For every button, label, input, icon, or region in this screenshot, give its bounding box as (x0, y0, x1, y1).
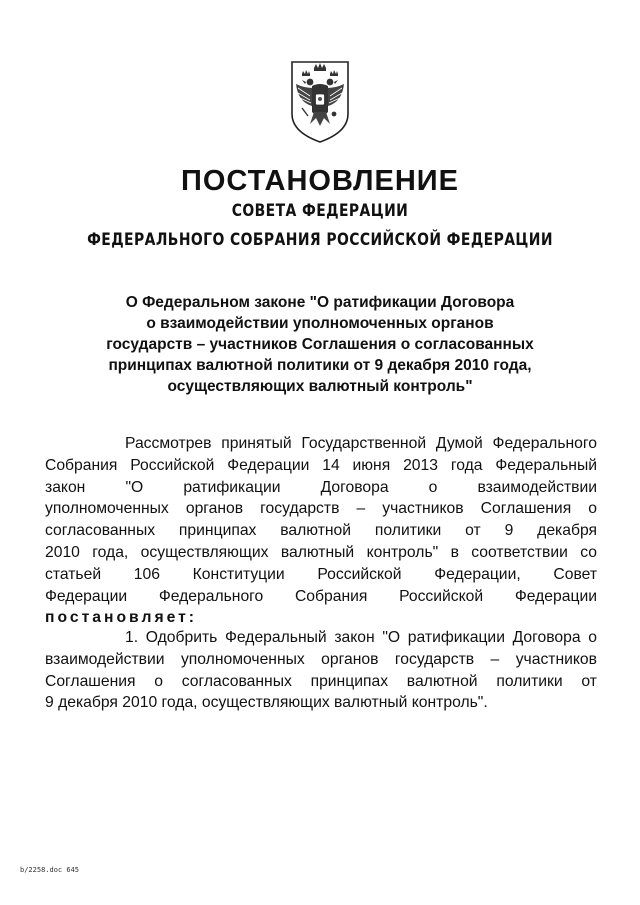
subject-line: осуществляющих валютный контроль" (167, 378, 473, 395)
paragraph-line: 2010 года, осуществляющих валютный контроль" в соответствии со (45, 543, 597, 561)
resolves-line (45, 607, 597, 629)
subject-line: о взаимодействии уполномоченных органов (146, 315, 494, 332)
issuer-line-1: СОВЕТА ФЕДЕРАЦИИ (231, 201, 409, 221)
preamble-paragraph (45, 433, 597, 629)
paragraph-line: уполномоченных органов государств – участников Соглашения о (45, 500, 597, 518)
resolution-item-1 (45, 627, 597, 714)
paragraph-line: Федерации Федерального Собрания Российской Федерации (45, 587, 597, 605)
paragraph-line: 9 декабря 2010 года, осуществляющих валютный контроль". (45, 694, 488, 712)
document-subject (80, 292, 560, 397)
subject-line: государств – участников Соглашения о согласованных (106, 336, 534, 353)
paragraph-line: Соглашения о согласованных принципах валютной политики от (45, 672, 597, 690)
resolves-word: постановляет: (45, 609, 198, 627)
paragraph-line: взаимодействии уполномоченных органов государств – участников (45, 650, 597, 668)
subject-line: О Федеральном законе "О ратификации Договора (125, 294, 515, 311)
document-title: ПОСТАНОВЛЕНИЕ (181, 165, 459, 197)
paragraph-line: 1. Одобрить Федеральный закон "О ратификации Договора о (125, 629, 597, 646)
paragraph-line: Собрания Российской Федерации 14 июня 2013 года Федеральный (45, 456, 597, 474)
paragraph-line: согласованных принципах валютной политики от 9 декабря (45, 522, 597, 540)
subject-line: принципах валютной политики от 9 декабря 2010 года, (108, 357, 532, 374)
paragraph-line: закон "О ратификации Договора о взаимодействии (45, 478, 597, 496)
coat-of-arms-icon (288, 58, 352, 144)
paragraph-line: Рассмотрев принятый Государственной Думой Федерального (125, 435, 597, 452)
issuer-line-2: ФЕДЕРАЛЬНОГО СОБРАНИЯ РОССИЙСКОЙ ФЕДЕРАЦИИ (87, 230, 553, 250)
paragraph-line: статьей 106 Конституции Российской Федерации, Совет (45, 565, 597, 583)
document-code: b/2258.doc 645 (20, 866, 80, 874)
